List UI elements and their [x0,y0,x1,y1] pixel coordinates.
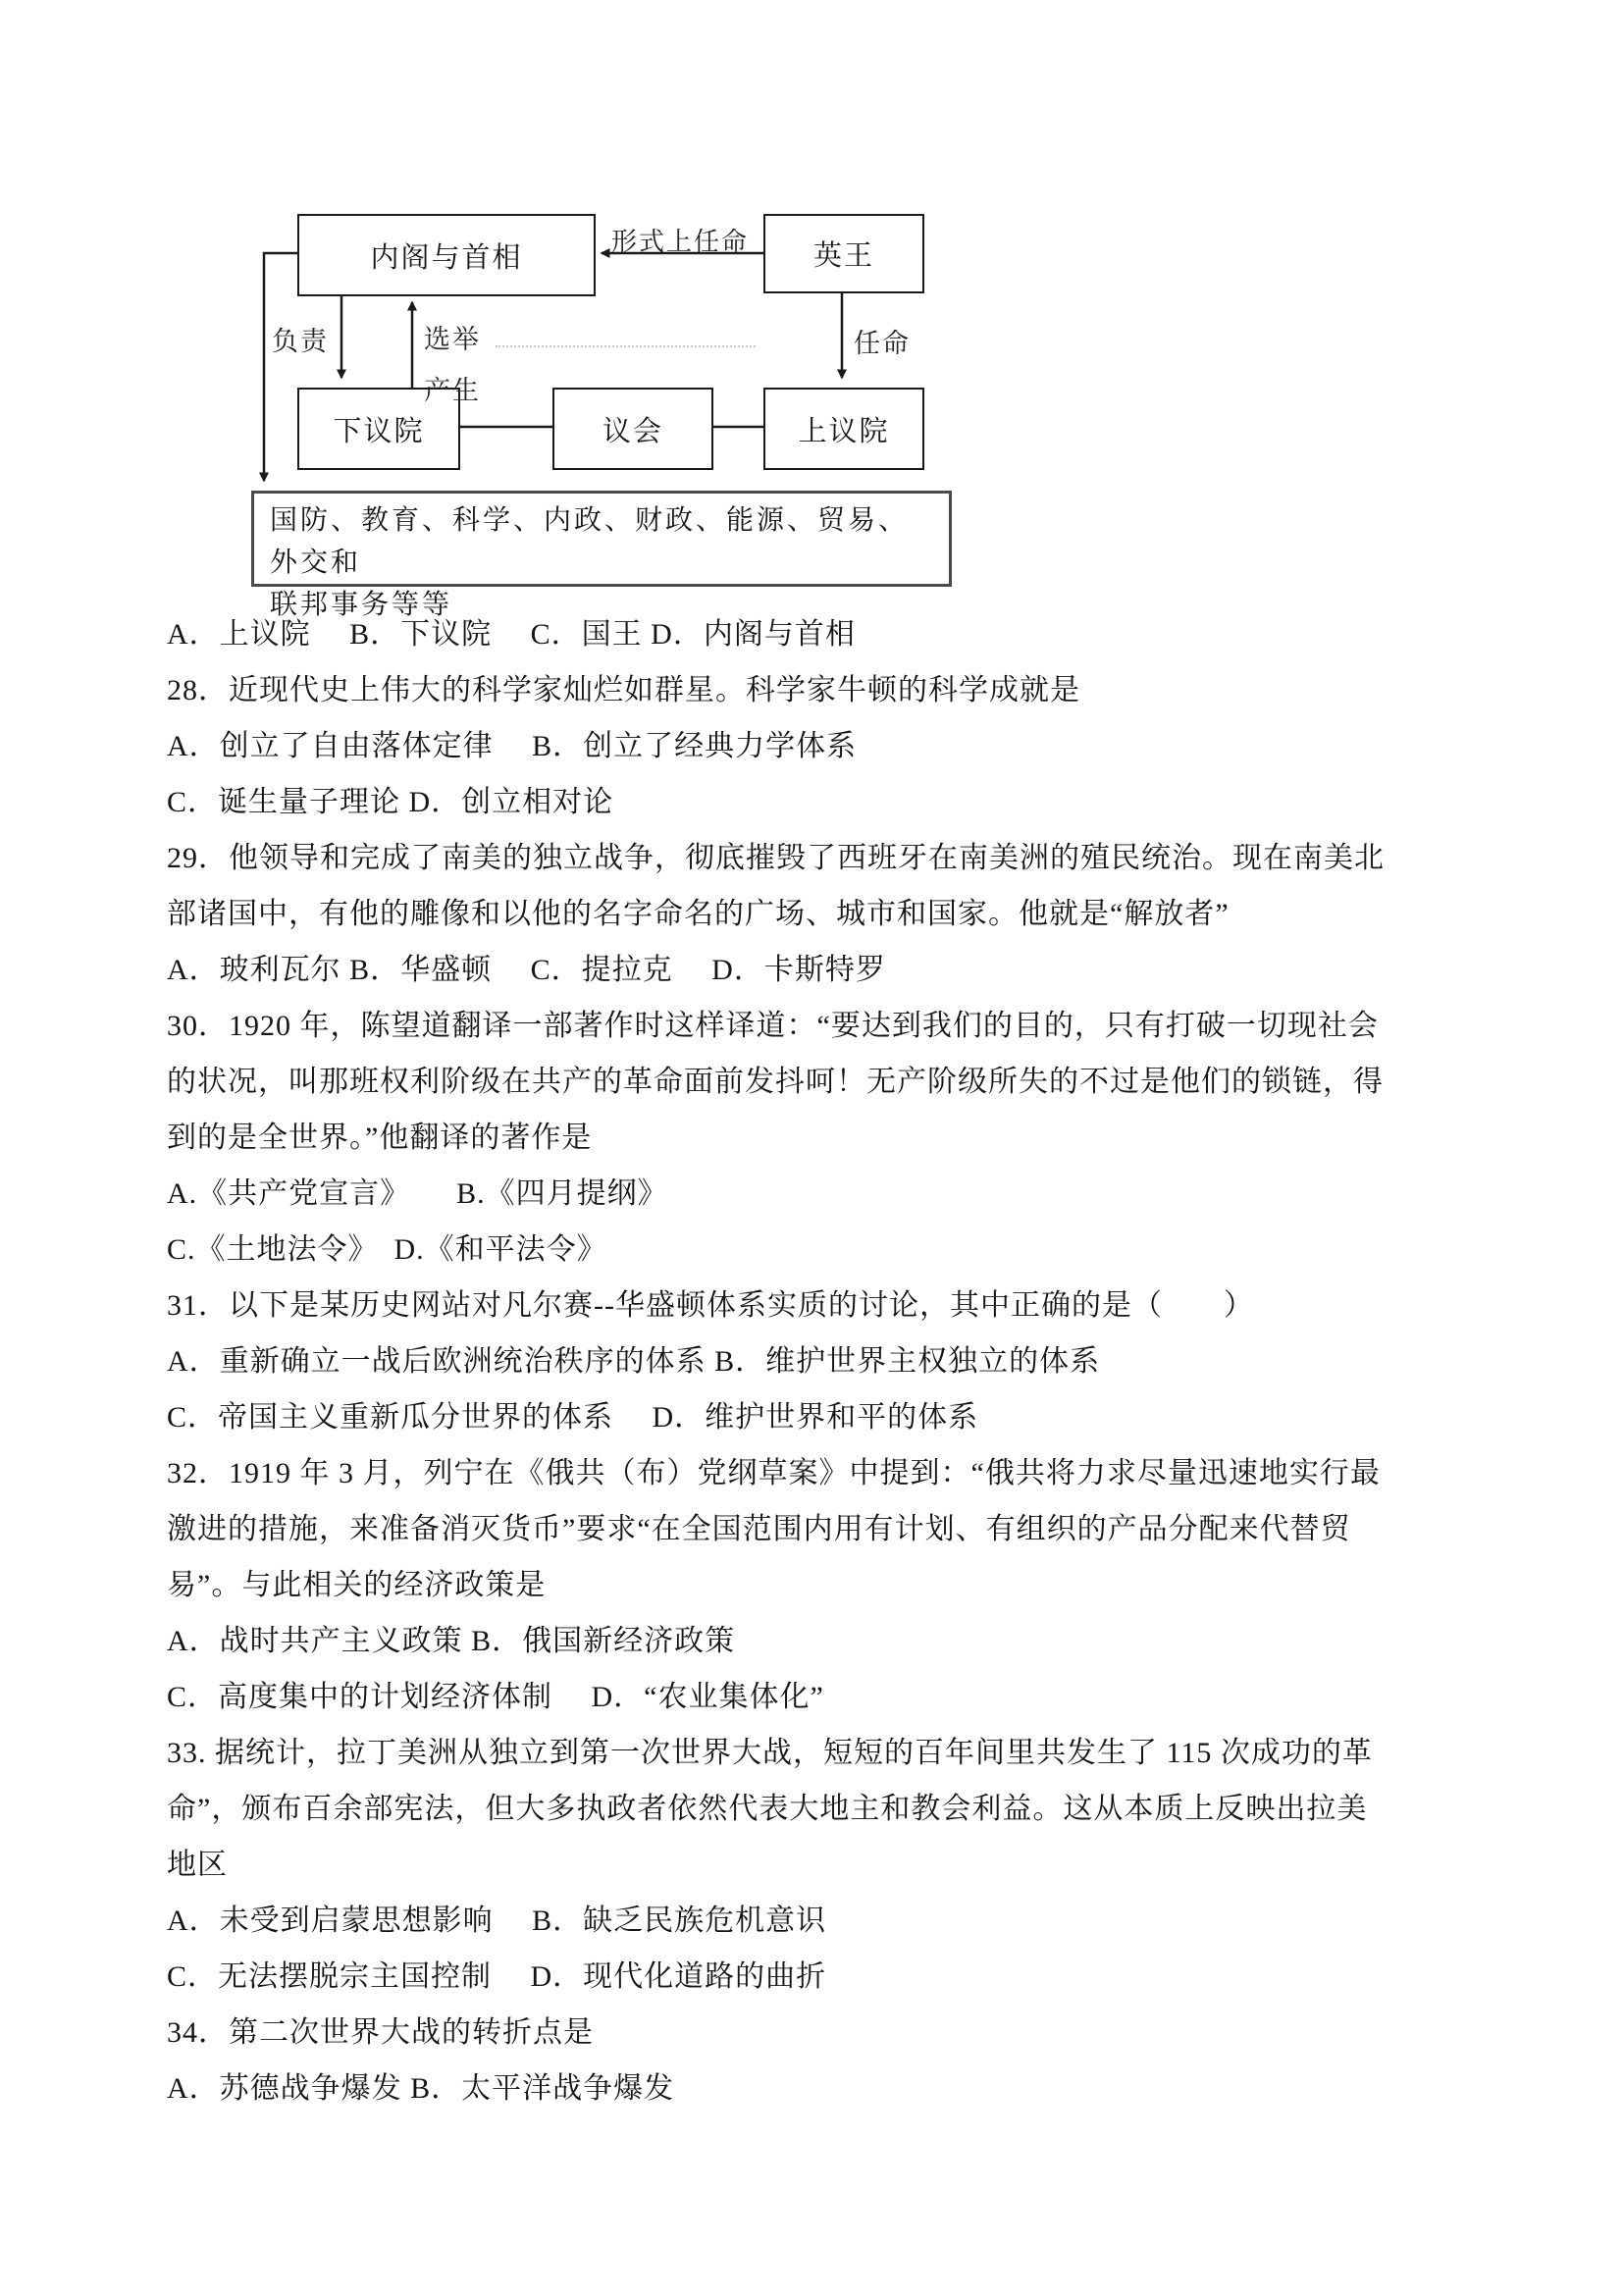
question-line: 29．他领导和完成了南美的独立战争，彻底摧毁了西班牙在南美洲的殖民统治。现在南美北 [167,842,1385,874]
arrow-label-responsible: 负责 [272,327,329,356]
question-line: 激进的措施，来准备消灭货币”要求“在全国范围内用有计划、有组织的产品分配来代替贸 [167,1513,1351,1545]
question-line: A．上议院 B．下议院 C．国王 D．内阁与首相 [167,618,856,651]
diagram-box-affairs [251,491,952,620]
question-line: A．创立了自由落体定律 B．创立了经典力学体系 [167,730,858,762]
question-line: 的状况，叫那班权利阶级在共产的革命面前发抖呵！无产阶级所失的不过是他们的锁链，得 [167,1066,1384,1098]
question-line: 28．近现代史上伟大的科学家灿烂如群星。科学家牛顿的科学成就是 [167,674,1080,706]
question-line: A.《共产党宣言》 B.《四月提纲》 [167,1177,668,1210]
arrow-label-elected [424,314,481,416]
question-line: 31．以下是某历史网站对凡尔赛--华盛顿体系实质的讨论，其中正确的是（ ） [167,1289,1254,1322]
question-line: A．苏德战争爆发 B．太平洋战争爆发 [167,2072,675,2105]
arrow-label-elected-line2: 产生 [424,376,481,405]
diagram-box-commons: 下议院 [297,388,460,470]
question-line: 命”，颁布百余部宪法，但大多执政者依然代表大地主和教会利益。这从本质上反映出拉美 [167,1793,1368,1825]
arrow-label-appoint: 任命 [854,329,911,358]
question-line: A．战时共产主义政策 B．俄国新经济政策 [167,1625,736,1657]
question-line: 32．1919 年 3 月，列宁在《俄共（布）党纲草案》中提到：“俄共将力求尽量迅速地实行最 [167,1457,1381,1489]
arrow-label-elected-line1: 选举 [424,325,481,354]
scan-artifact-dotted-line [496,345,756,347]
diagram-box-lords: 上议院 [763,388,924,470]
question-line: 到的是全世界。”他翻译的著作是 [167,1122,593,1154]
question-line: C.《土地法令》 D.《和平法令》 [167,1233,607,1266]
question-line: 易”。与此相关的经济政策是 [167,1569,547,1601]
questions-block [167,606,1492,2116]
question-line: 33. 据统计，拉丁美洲从独立到第一次世界大战，短短的百年间里共发生了 115 次成功的革 [167,1737,1373,1769]
affairs-line-1: 国防、教育、科学、内政、财政、能源、贸易、外交和 [270,505,910,578]
affairs-line-2: 联邦事务等等 [270,590,453,620]
arrow-label-formal-appoint: 形式上任命 [610,228,749,256]
question-line: C．无法摆脱宗主国控制 D．现代化道路的曲折 [167,1960,827,1993]
question-line: C．帝国主义重新瓜分世界的体系 D．维护世界和平的体系 [167,1401,979,1434]
question-line: 34．第二次世界大战的转折点是 [167,2016,594,2049]
diagram-british-government [152,128,976,620]
question-line: 30．1920 年，陈望道翻译一部著作时这样译道：“要达到我们的目的，只有打破一切现社会 [167,1010,1379,1042]
question-line: 部诸国中，有他的雕像和以他的名字命名的广场、城市和国家。他就是“解放者” [167,898,1230,930]
question-line: 地区 [167,1849,228,1881]
question-line: C．高度集中的计划经济体制 D．“农业集体化” [167,1681,824,1713]
diagram-box-king: 英王 [763,214,924,293]
diagram-box-cabinet: 内阁与首相 [297,214,596,296]
question-line: A．玻利瓦尔 B．华盛顿 C．提拉克 D．卡斯特罗 [167,954,886,986]
question-line: C．诞生量子理论 D．创立相对论 [167,786,614,818]
question-line: A．重新确立一战后欧洲统治秩序的体系 B．维护世界主权独立的体系 [167,1345,1101,1378]
diagram-box-parliament: 议会 [552,388,713,470]
question-line: A．未受到启蒙思想影响 B．缺乏民族危机意识 [167,1905,827,1937]
